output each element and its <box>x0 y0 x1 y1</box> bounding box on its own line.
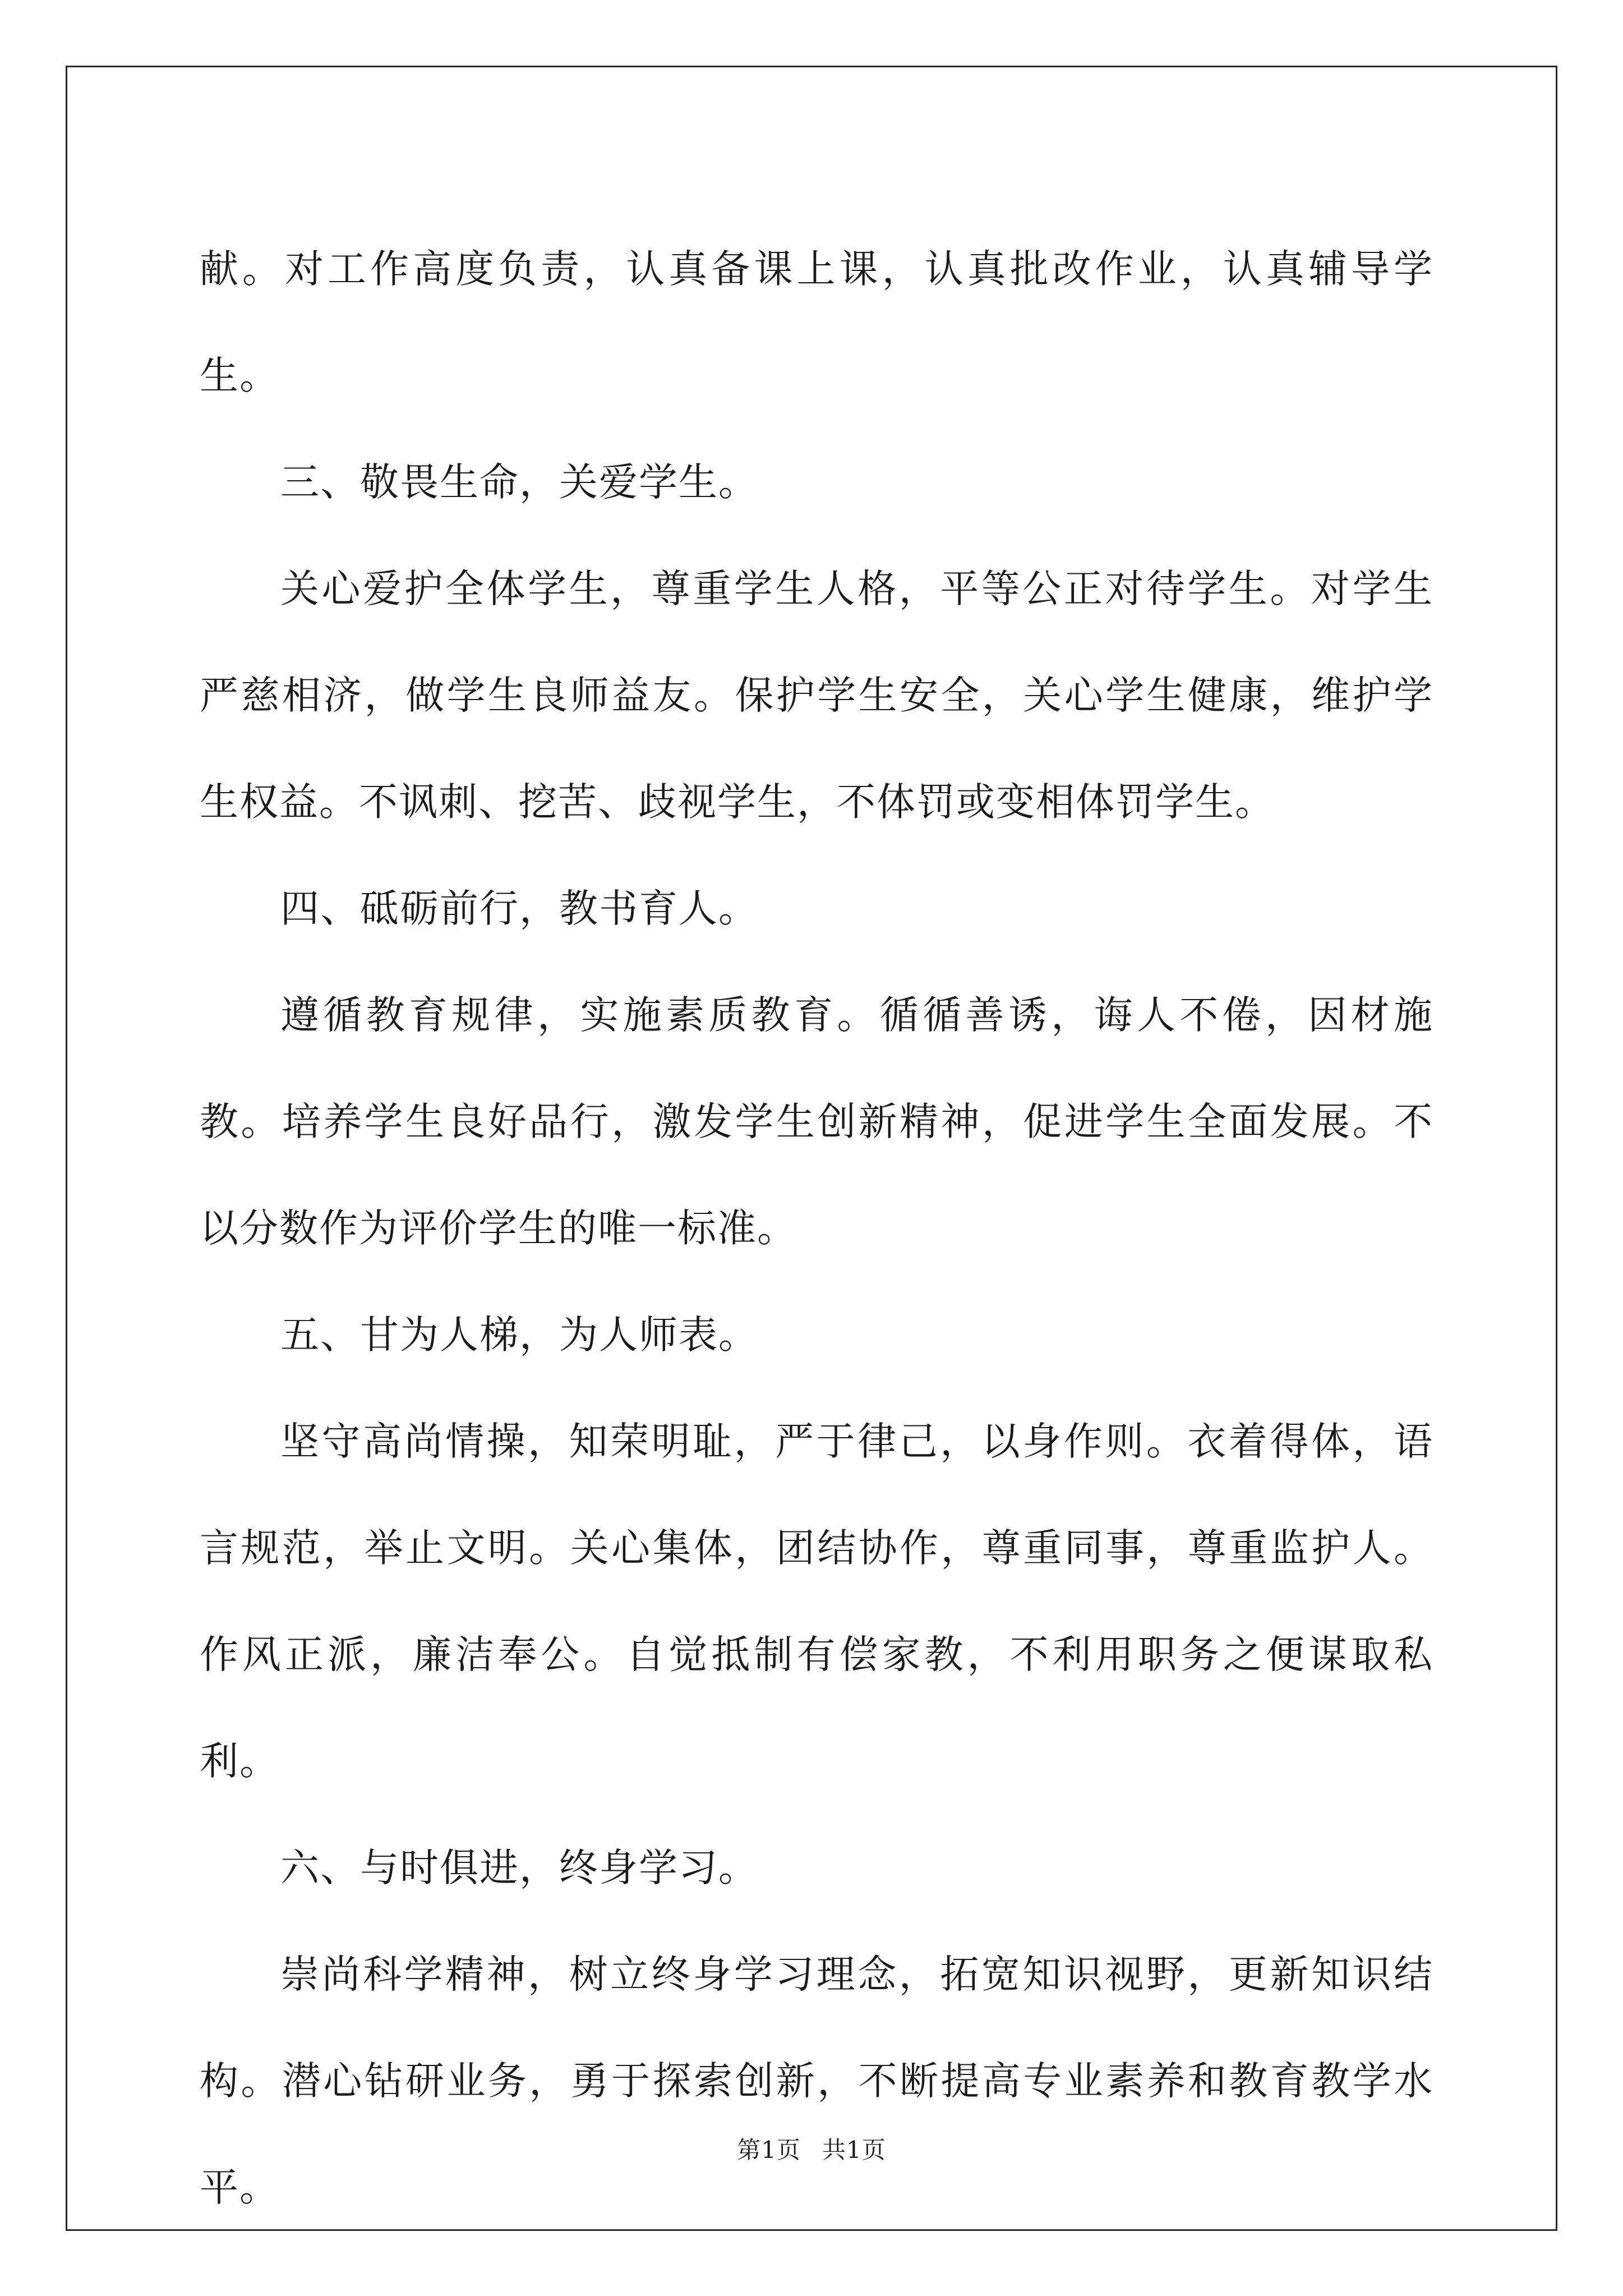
section-heading-3: 三、敬畏生命，关爱学生。 <box>280 460 758 505</box>
paragraph: 坚守高尚情操，知荣明耻，严于律己，以身作则。衣着得体，语言规范，举止文明。关心集体，团结协作，尊重同事，尊重监护人。作风正派，廉洁奉公。自觉抵制有偿家教，不利用职务之便谋取私利。 <box>200 1419 1433 1784</box>
section-heading-4: 四、砥砺前行，教书育人。 <box>280 886 758 931</box>
section-heading-5: 五、甘为人梯，为人师表。 <box>280 1313 758 1358</box>
paragraph: 关心爱护全体学生，尊重学生人格，平等公正对待学生。对学生严慈相济，做学生良师益友。保护学生安全，关心学生健康，维护学生权益。不讽刺、挖苦、歧视学生，不体罚或变相体罚学生。 <box>200 567 1433 825</box>
page-footer <box>0 2136 1623 2164</box>
document-body <box>200 216 1433 2241</box>
section-heading-6: 六、与时俱进，终身学习。 <box>280 1846 758 1890</box>
page-number: 第1页 <box>737 2136 801 2164</box>
paragraph: 崇尚科学精神，树立终身学习理念，拓宽知识视野，更新知识结构。潜心钻研业务，勇于探索创新，不断提高专业素养和教育教学水平。 <box>200 1952 1433 2210</box>
page-total: 共1页 <box>822 2136 886 2164</box>
paragraph-continuation: 献。对工作高度负责，认真备课上课，认真批改作业，认真辅导学生。 <box>200 247 1433 398</box>
paragraph: 遵循教育规律，实施素质教育。循循善诱，诲人不倦，因材施教。培养学生良好品行，激发学生创新精神，促进学生全面发展。不以分数作为评价学生的唯一标准。 <box>200 993 1433 1251</box>
